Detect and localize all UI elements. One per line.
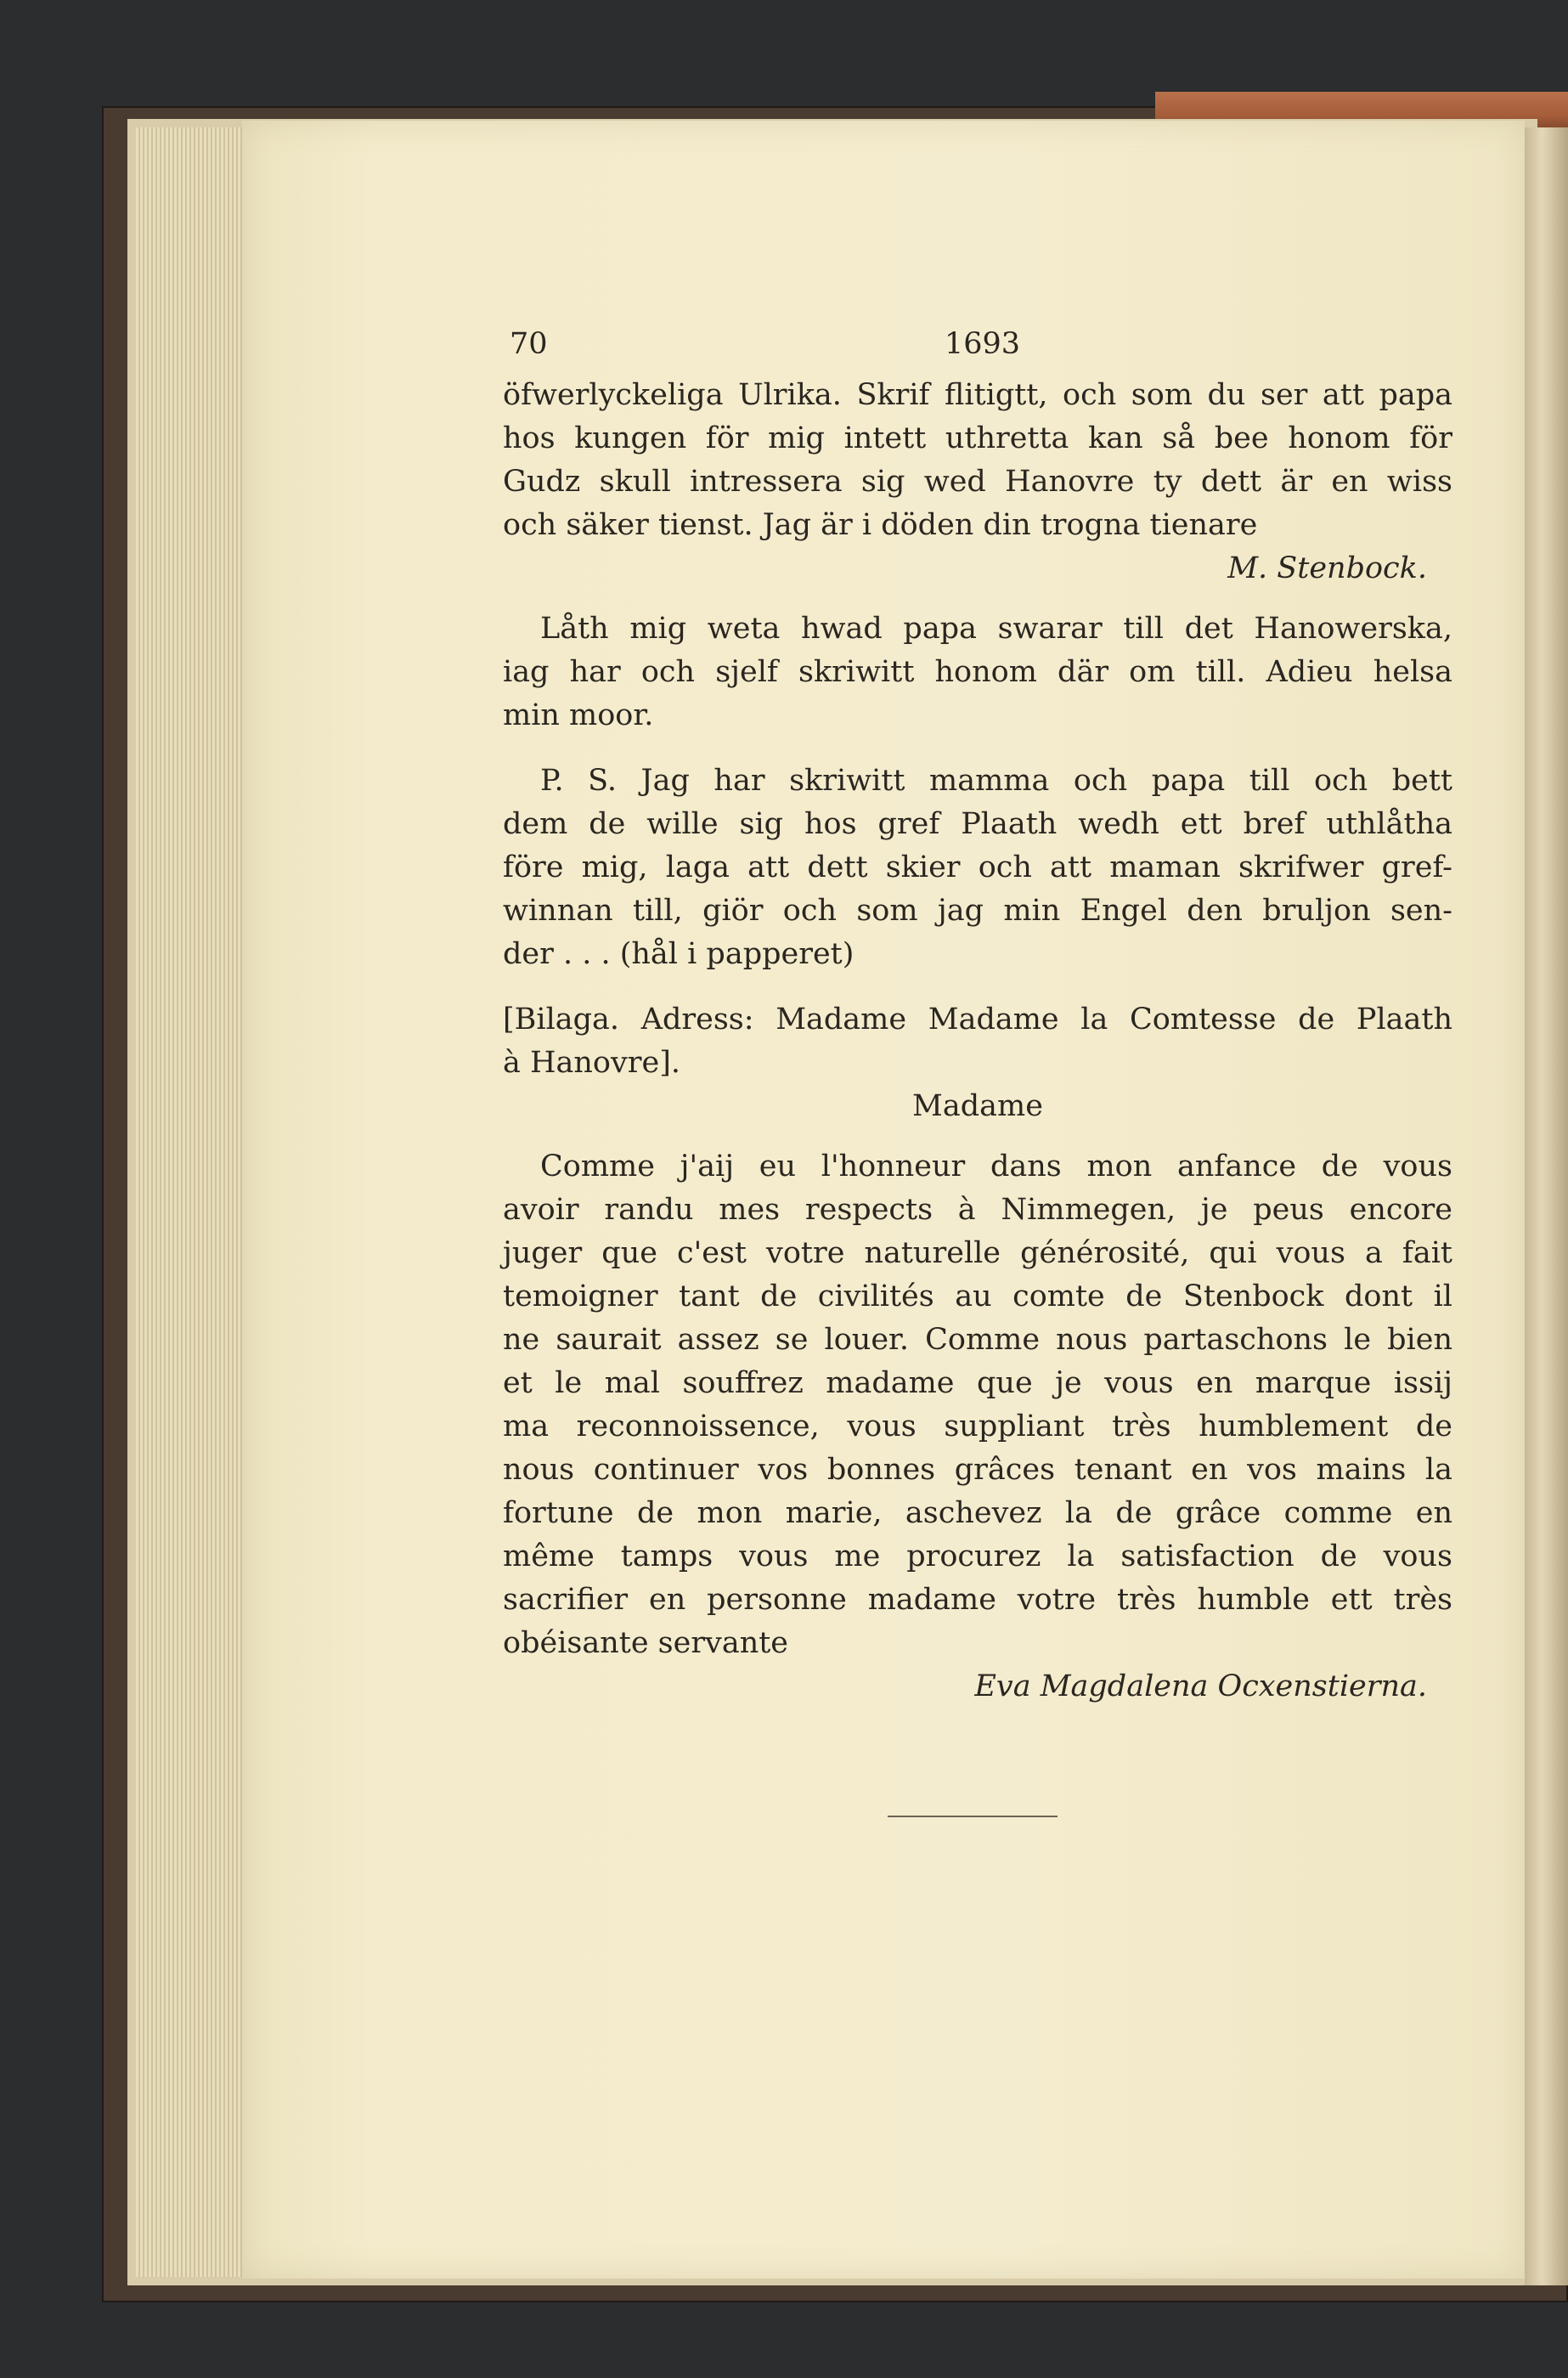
text-line: obéisante servante — [503, 1626, 789, 1660]
postscript-1 — [503, 607, 1452, 737]
text-line: [Bilaga. Adress: Madame Madame la Comtesse de Plaath — [503, 1003, 1452, 1036]
text-line: Comme j'aij eu l'honneur dans mon anfance de vous — [540, 1149, 1452, 1183]
signature-stenbock: M. Stenbock. — [1227, 551, 1427, 585]
text-line: nous continuer vos bonnes grâces tenant en vos mains la — [503, 1453, 1452, 1487]
text-line: iag har och sjelf skriwitt honom där om till. Adieu helsa — [503, 655, 1452, 689]
section-divider — [888, 1816, 1058, 1817]
signature-oxenstierna: Eva Magdalena Ocxenstierna. — [974, 1669, 1427, 1703]
text-line: juger que c'est votre naturelle générosité, qui vous a fait — [503, 1236, 1452, 1270]
text-line: temoigner tant de civilités au comte de Stenbock dont il — [503, 1279, 1452, 1313]
right-page-edge — [1525, 127, 1568, 2285]
letter-oxenstierna — [503, 1145, 1452, 1709]
text-line: hos kungen för mig intett uthretta kan så bee honom för — [503, 421, 1452, 455]
salutation: Madame — [912, 1089, 1043, 1123]
text-line: Låth mig weta hwad papa swarar till det Hanowerska, — [540, 612, 1452, 646]
text-line: der . . . (hål i papperet) — [503, 937, 855, 971]
text-line: fortune de mon marie, aschevez la de grâce comme en — [503, 1496, 1452, 1530]
text-line: avoir randu mes respects à Nimmegen, je peus encore — [503, 1193, 1452, 1227]
text-line: winnan till, giör och som jag min Engel den bruljon sen- — [503, 894, 1452, 928]
text-line: före mig, laga att dett skier och att maman skrifwer gref- — [503, 850, 1452, 884]
letter-stenbock — [503, 374, 1452, 590]
text-line: ne saurait assez se louer. Comme nous partaschons le bien — [503, 1323, 1452, 1357]
header-year: 1693 — [945, 327, 1021, 361]
running-header — [503, 314, 1452, 374]
text-line: ma reconnoissence, vous suppliant très humblement de — [503, 1409, 1452, 1443]
text-line: min moor. — [503, 698, 654, 732]
postscript-2 — [503, 760, 1452, 976]
enclosure-note — [503, 998, 1452, 1128]
page-text — [503, 314, 1452, 1709]
text-line: à Hanovre]. — [503, 1046, 680, 1080]
text-line: dem de wille sig hos gref Plaath wedh ett bref uthlåtha — [503, 807, 1452, 841]
text-line: och säker tienst. Jag är i döden din trogna tienare — [503, 508, 1258, 542]
page-edges — [136, 127, 251, 2277]
text-line: P. S. Jag har skriwitt mamma och papa till och bett — [540, 764, 1452, 798]
text-line: et le mal souffrez madame que je vous en marque issij — [503, 1366, 1452, 1400]
text-line: même tamps vous me procurez la satisfaction de vous — [503, 1539, 1452, 1573]
page-number: 70 — [510, 327, 548, 361]
text-line: Gudz skull intressera sig wed Hanovre ty dett är en wiss — [503, 465, 1452, 499]
text-line: öfwerlyckeliga Ulrika. Skrif flitigtt, och som du ser att papa — [503, 378, 1452, 412]
text-line: sacrifier en personne madame votre très humble ett très — [503, 1583, 1452, 1617]
